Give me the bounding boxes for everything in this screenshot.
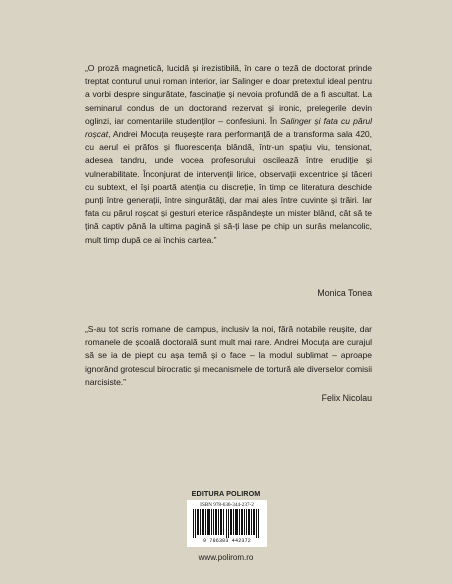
blurb-author-felix-nicolau: Felix Nicolau: [321, 393, 372, 403]
isbn-label: ISBN 978-630-344-237-2: [200, 502, 254, 508]
barcode-icon: [193, 509, 261, 538]
blurb-felix-nicolau: [85, 323, 372, 389]
book-title: Salinger și fata cu părul roșcat: [85, 115, 372, 140]
blurb-text: [85, 62, 372, 247]
blurb-text-part1: „O proză magnetică, lucidă și irezistibilă, în care o teză de doctorat prinde treptat conturul unui roman interior, iar Salinger e doar pretextul ideal pentru a vorbi despre singurătate, fascinație și nevoia profundă de a fi ascultat. La seminarul condus de un doctorand rezervat și ironic, prelegerile devin oglinzi, iar comentariile studenților – confesiuni. În: [85, 63, 372, 126]
blurb-author-monica-tonea: Monica Tonea: [317, 288, 372, 298]
isbn-barcode: [187, 500, 267, 547]
blurb-text: „S-au tot scris romane de campus, inclusiv la noi, fără notabile reușite, dar romanele de școală doctorală sunt mult mai rare. Andrei Mocuța are curajul să se ia de piept cu așa temă și o face – la modul sublimat – aproape ignorând grotescul birocratic și mecanismele de tortură ale diverselor comisii narcisiste.”: [85, 324, 372, 387]
publisher-name: EDITURA POLIROM: [191, 489, 261, 498]
publisher-website: www.polirom.ro: [198, 553, 254, 562]
blurb-monica-tonea: [85, 62, 372, 247]
barcode-number: 9 786303 442372: [202, 538, 251, 544]
blurb-text-part2: , Andrei Mocuța reușește rara performanță de a transforma sala 420, cu aerul ei prăfos și fluorescența blândă, într-un spațiu viu, tensionat, adesea tandru, unde vocea profesorului oscilează între erudiție și vulnerabilitate. Înconjurat de intervenții lirice, observații excentrice și tăceri cu subtext, el își poartă atenția cu discreție, în timp ce literatura deschide punți între generații, între singurătăți, dar mai ales între cuvinte și trăiri. Iar fata cu părul roșcat și gesturi eterice răspândește un mister blând, cât să te țină captiv până la ultima pagină și să-ți lase pe chip un surâs melancolic, mult timp după ce ai închis cartea.”: [85, 129, 372, 245]
